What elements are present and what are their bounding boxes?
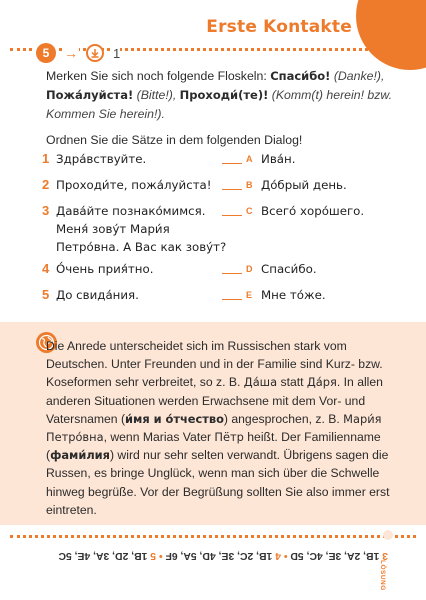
audio-track-number: 1	[113, 45, 121, 61]
answer-blank[interactable]	[222, 299, 242, 300]
corner-decoration	[356, 0, 426, 70]
exercise-number: 5	[36, 43, 56, 63]
exercise-header	[36, 43, 120, 63]
bottom-divider	[10, 535, 416, 538]
answer-blank[interactable]	[222, 215, 242, 216]
arrow-icon: →	[64, 45, 78, 61]
page-title: Erste Kontakte	[206, 17, 352, 37]
solution-label: LÖSUNG	[379, 560, 386, 591]
culture-info-text: Die Anrede unterscheidet sich im Russischen stark vom Deutschen. Unter Freunden und in der Familie sind Kurz- bzw. Koseformen sehr verbreitet, so z. B. Да́ша statt Да́ря. In allen anderen Situationen werden Erwachsene mit dem Vor- und Vatersnamen (и́мя и о́тчество) angesprochen, z. B. Мари́я Петро́вна, wenn Marias Vater Пётр heißt. Der Familienname (фами́лия) wird nur sehr selten verwandt. Übrigens sagen die Russen, es bringe Unglück, wenn man sich über die Schwelle hinweg begrüße. Vor der Begrüßung sollten Sie also immer erst eintreten.	[46, 339, 390, 517]
answer-blank[interactable]	[222, 273, 242, 274]
answer-blank[interactable]	[222, 189, 242, 190]
solution-answers: 3 1B, 2A, 3E, 4C, 5D • 4 1B, 2C, 3E, 4D, 5A, 6F • 5 1B, 2D, 3A, 4E, 5C	[58, 550, 388, 561]
culture-info-box	[0, 322, 426, 525]
download-icon[interactable]	[86, 44, 104, 62]
exercise-intro: Merken Sie sich noch folgende Floskeln: Спаси́бо! (Danke!), Пожа́луйста! (Bitte!), Проходи́(те)! (Komm(t) herein! bzw. Kommen Sie herein!).	[46, 69, 393, 121]
answer-blank[interactable]	[222, 163, 242, 164]
exercise-instruction: Ordnen Sie die Sätze in dem folgenden Dialog!	[46, 133, 303, 147]
